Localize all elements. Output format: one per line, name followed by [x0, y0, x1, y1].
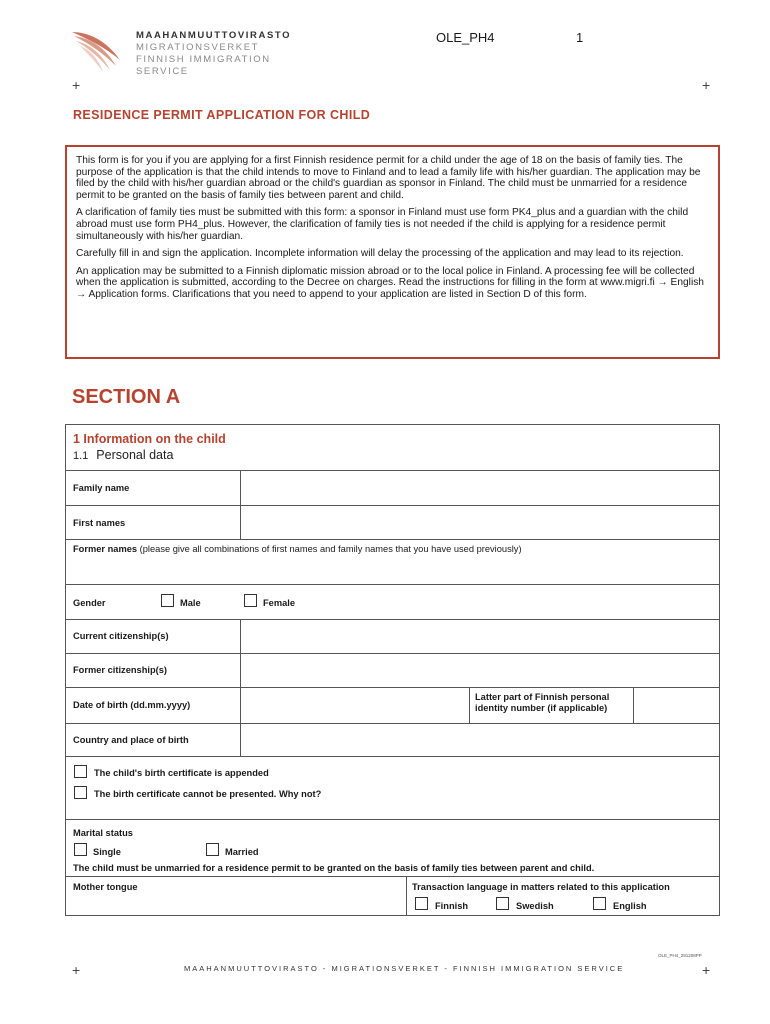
date-of-birth-field[interactable] [241, 688, 469, 723]
swedish-label: Swedish [516, 901, 554, 911]
personal-id-label-line2: identity number (if applicable) [475, 703, 608, 713]
country-place-birth-label: Country and place of birth [73, 735, 189, 745]
gender-row [66, 585, 719, 620]
form-subheading [73, 448, 173, 462]
birth-certificate-row [66, 757, 719, 820]
gender-label: Gender [73, 598, 106, 608]
country-place-birth-field[interactable] [241, 724, 719, 756]
agency-name-en: FINNISH IMMIGRATION SERVICE [136, 54, 271, 77]
country-place-birth-row [66, 724, 719, 757]
footer-form-code: OLE_PH4_291208PP [658, 953, 702, 958]
intro-paragraph: A clarification of family ties must be submitted with this form: a sponsor in Finland must use form PK4_plus and a guardian with the child abroad must use form PH4_plus. However, the clarification of family ties is not needed if the child is applying for a residence permit simultaneously with his/her guardian. [76, 207, 689, 242]
wing-logo-icon [70, 26, 132, 74]
first-names-row [66, 506, 719, 540]
current-citizenship-row [66, 620, 719, 654]
family-name-label: Family name [73, 483, 130, 493]
subheading-number: 1.1 [73, 450, 89, 462]
former-citizenship-row [66, 654, 719, 688]
family-name-row [66, 471, 719, 506]
language-row [66, 877, 719, 915]
birth-cert-not-checkbox[interactable] [74, 786, 87, 799]
former-names-hint: (please give all combinations of first names and family names that you have used previously) [137, 544, 522, 554]
date-of-birth-row [66, 688, 719, 724]
male-checkbox[interactable] [161, 594, 174, 607]
intro-paragraph: This form is for you if you are applying for a first Finnish residence permit for a child under the age of 18 on the basis of family ties. The purpose of the application is that the child intends to move to Finland and to lead a family life with his/her guardian. The application may be filed by the child with his/her guardian abroad or the child's guardian as sponsor in Finland. The child must be unmarried for a residence permit to be granted on the basis of family ties between parent and child. [76, 155, 701, 201]
divider [469, 688, 470, 723]
crop-mark-bottom-right: + [702, 962, 711, 978]
former-citizenship-label: Former citizenship(s) [73, 665, 168, 675]
current-citizenship-label: Current citizenship(s) [73, 631, 169, 641]
personal-id-label-line1: Latter part of Finnish personal [475, 692, 610, 702]
family-name-field[interactable] [241, 471, 719, 505]
subheading-text: Personal data [96, 448, 174, 462]
mother-tongue-label: Mother tongue [73, 882, 138, 892]
document-title: RESIDENCE PERMIT APPLICATION FOR CHILD [73, 108, 371, 122]
birth-cert-appended-label: The child's birth certificate is appended [94, 768, 269, 778]
birth-cert-not-label: The birth certificate cannot be presented. Why not? [94, 789, 322, 799]
married-label: Married [225, 847, 259, 857]
former-citizenship-field[interactable] [241, 654, 719, 687]
agency-logo [70, 26, 310, 77]
section-title: SECTION A [72, 386, 181, 408]
marital-status-row [66, 820, 719, 877]
divider [406, 877, 407, 915]
first-names-label: First names [73, 518, 126, 528]
footer-agency-text: MAAHANMUUTTOVIRASTO - MIGRATIONSVERKET - FINNISH IMMIGRATION SERVICE [184, 964, 625, 973]
male-label: Male [180, 598, 201, 608]
single-checkbox[interactable] [74, 843, 87, 856]
agency-name-fi: MAAHANMUUTTOVIRASTO [136, 30, 292, 41]
form-heading: 1 Information on the child [73, 432, 226, 446]
finnish-checkbox[interactable] [415, 897, 428, 910]
former-names-row[interactable] [66, 540, 719, 585]
english-label: English [613, 901, 647, 911]
personal-id-label [475, 692, 609, 714]
crop-mark-top-left: + [72, 77, 81, 93]
swedish-checkbox[interactable] [496, 897, 509, 910]
first-names-field[interactable] [241, 506, 719, 539]
single-label: Single [93, 847, 121, 857]
page-number: 1 [576, 30, 584, 45]
crop-mark-top-right: + [702, 77, 711, 93]
marital-status-label: Marital status [73, 828, 133, 838]
former-names-label [73, 544, 522, 554]
agency-name-sv: MIGRATIONSVERKET [136, 42, 260, 53]
intro-paragraph: An application may be submitted to a Finnish diplomatic mission abroad or to the local police in Finland. A processing fee will be collected when the application is submitted, according to the Decree on charges. Read the instructions for filling in the form at www.migri.fi → English → Application forms. Clarifications that you need to append to your application are listed in Section D of this form. [76, 265, 704, 300]
form-heading-row [66, 425, 719, 471]
personal-id-field[interactable] [634, 688, 719, 723]
finnish-label: Finnish [435, 901, 469, 911]
transaction-language-label: Transaction language in matters related to this application [412, 882, 670, 892]
birth-cert-appended-checkbox[interactable] [74, 765, 87, 778]
english-checkbox[interactable] [593, 897, 606, 910]
intro-paragraph: Carefully fill in and sign the application. Incomplete information will delay the processing of the application and may lead to its rejection. [76, 248, 684, 260]
crop-mark-bottom-left: + [72, 962, 81, 978]
current-citizenship-field[interactable] [241, 620, 719, 653]
former-names-label-text: Former names [73, 544, 138, 554]
form-code: OLE_PH4 [436, 30, 495, 45]
female-checkbox[interactable] [244, 594, 257, 607]
female-label: Female [263, 598, 296, 608]
child-info-form [65, 424, 720, 916]
married-checkbox[interactable] [206, 843, 219, 856]
intro-box [65, 145, 720, 359]
date-of-birth-label: Date of birth (dd.mm.yyyy) [73, 700, 191, 710]
unmarried-note: The child must be unmarried for a residence permit to be granted on the basis of family ties between parent and child. [73, 863, 595, 873]
